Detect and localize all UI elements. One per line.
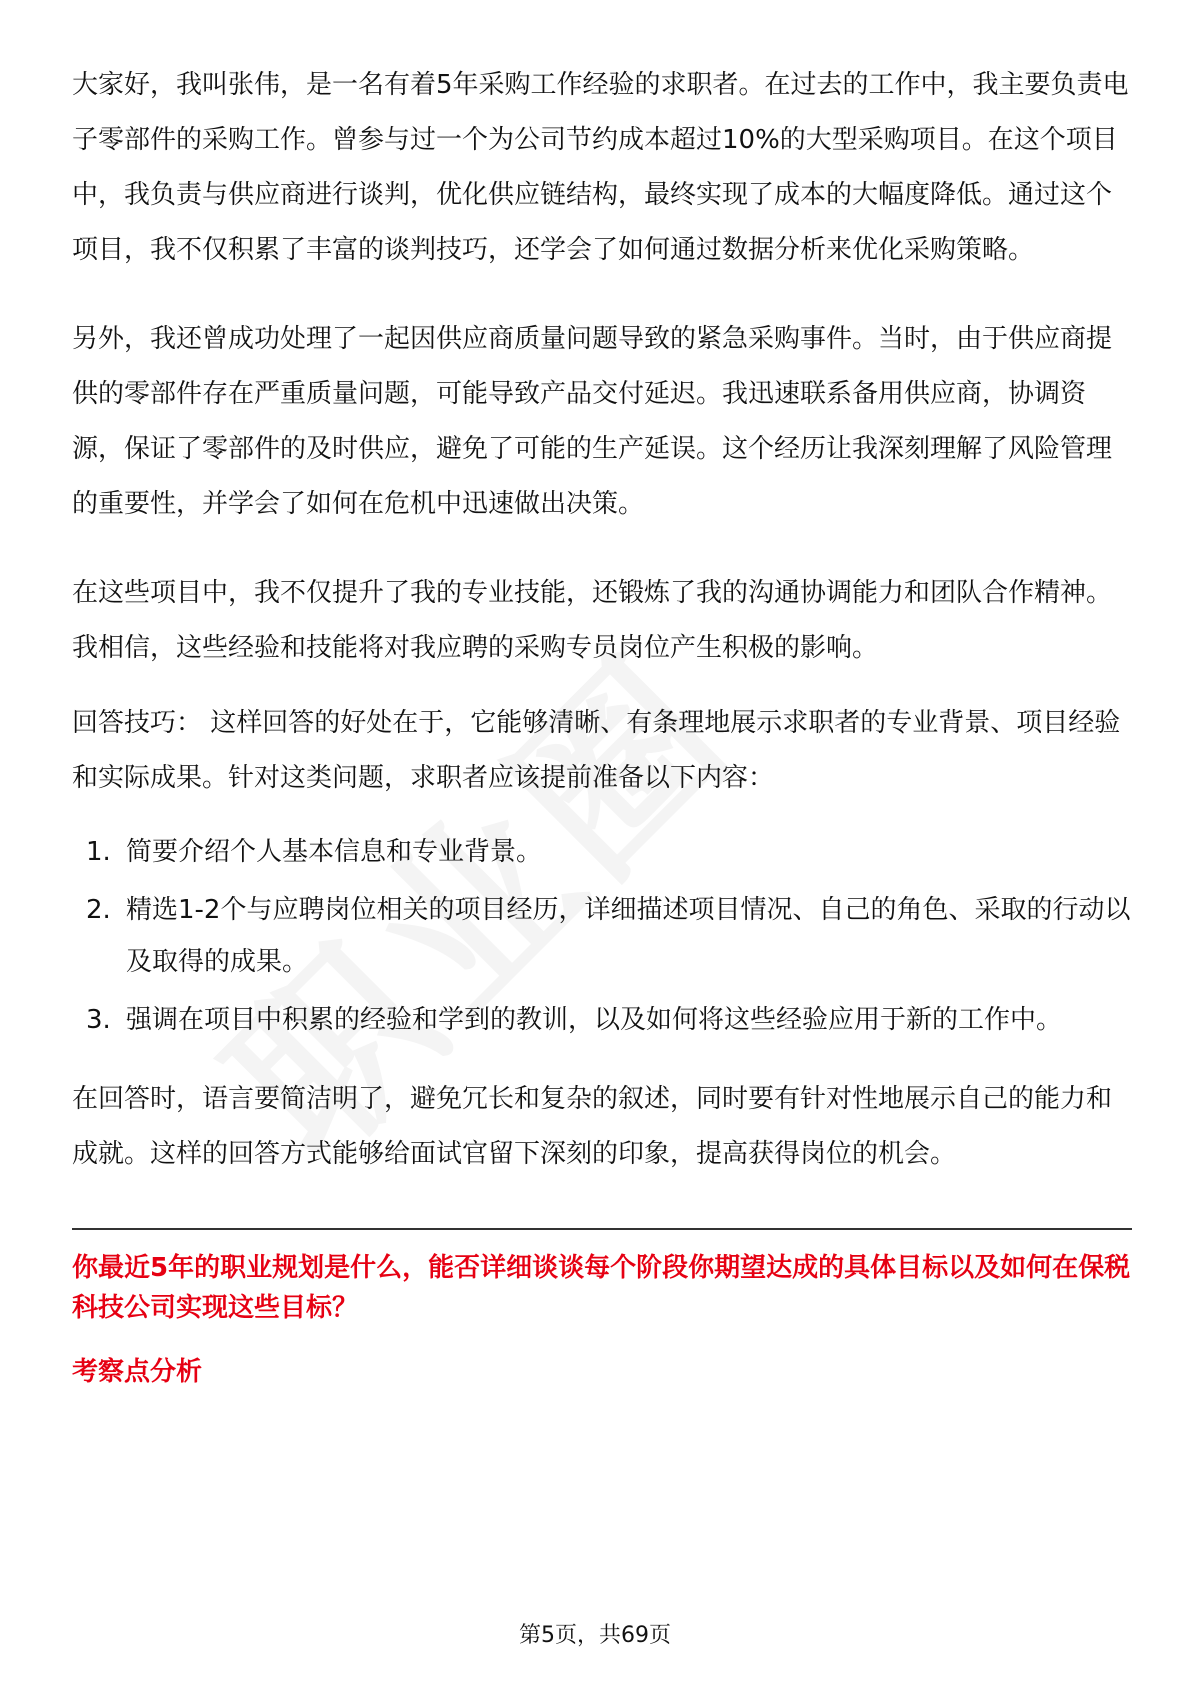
list-item-text: 强调在项目中积累的经验和学到的教训，以及如何将这些经验应用于新的工作中。 xyxy=(126,1005,1063,1035)
answer-paragraph-2: 另外，我还曾成功处理了一起因供应商质量问题导致的紧急采购事件。当时，由于供应商提供的零部件存在严重质量问题，可能导致产品交付延迟。我迅速联系备用供应商，协调资源，保证了零部件的及时供应，避免了可能的生产延误。这个经历让我深刻理解了风险管理的重要性，并学会了如何在危机中迅速做出决策。 xyxy=(72,324,1113,519)
list-item xyxy=(72,994,1132,1046)
list-number: 3. xyxy=(86,1005,111,1035)
closing-paragraph: 在回答时，语言要简洁明了，避免冗长和复杂的叙述，同时要有针对性地展示自己的能力和成就。这样的回答方式能够给面试官留下深刻的印象，提高获得岗位的机会。 xyxy=(72,1084,1113,1169)
answer-tips-paragraph: 回答技巧： 这样回答的好处在于，它能够清晰、有条理地展示求职者的专业背景、项目经验和实际成果。针对这类问题，求职者应该提前准备以下内容： xyxy=(72,708,1121,793)
list-item-text: 简要介绍个人基本信息和专业背景。 xyxy=(126,837,543,867)
answer-paragraph-1: 大家好，我叫张伟，是一名有着5年采购工作经验的求职者。在过去的工作中，我主要负责电子零部件的采购工作。曾参与过一个为公司节约成本超过10%的大型采购项目。在这个项目中，我负责与供应商进行谈判，优化供应链结构，最终实现了成本的大幅度降低。通过这个项目，我不仅积累了丰富的谈判技巧，还学会了如何通过数据分析来优化采购策略。 xyxy=(72,70,1129,265)
answer-paragraph-3: 在这些项目中，我不仅提升了我的专业技能，还锻炼了我的沟通协调能力和团队合作精神。我相信，这些经验和技能将对我应聘的采购专员岗位产生积极的影响。 xyxy=(72,578,1113,663)
list-number: 1. xyxy=(86,837,111,867)
page-footer: 第5页，共69页 xyxy=(519,1623,671,1648)
next-question-heading: 你最近5年的职业规划是什么，能否详细谈谈每个阶段你期望达成的具体目标以及如何在保税科技公司实现这些目标？ xyxy=(72,1253,1131,1323)
list-item xyxy=(72,826,1132,878)
document-body xyxy=(72,58,1132,1392)
analysis-section-heading: 考察点分析 xyxy=(72,1357,203,1387)
list-item-text: 精选1-2个与应聘岗位相关的项目经历，详细描述项目情况、自己的角色、采取的行动以及取得的成果。 xyxy=(126,895,1131,977)
list-item xyxy=(72,884,1132,988)
tips-list xyxy=(72,826,1132,1046)
section-divider xyxy=(72,1228,1132,1230)
list-number: 2. xyxy=(86,895,111,925)
